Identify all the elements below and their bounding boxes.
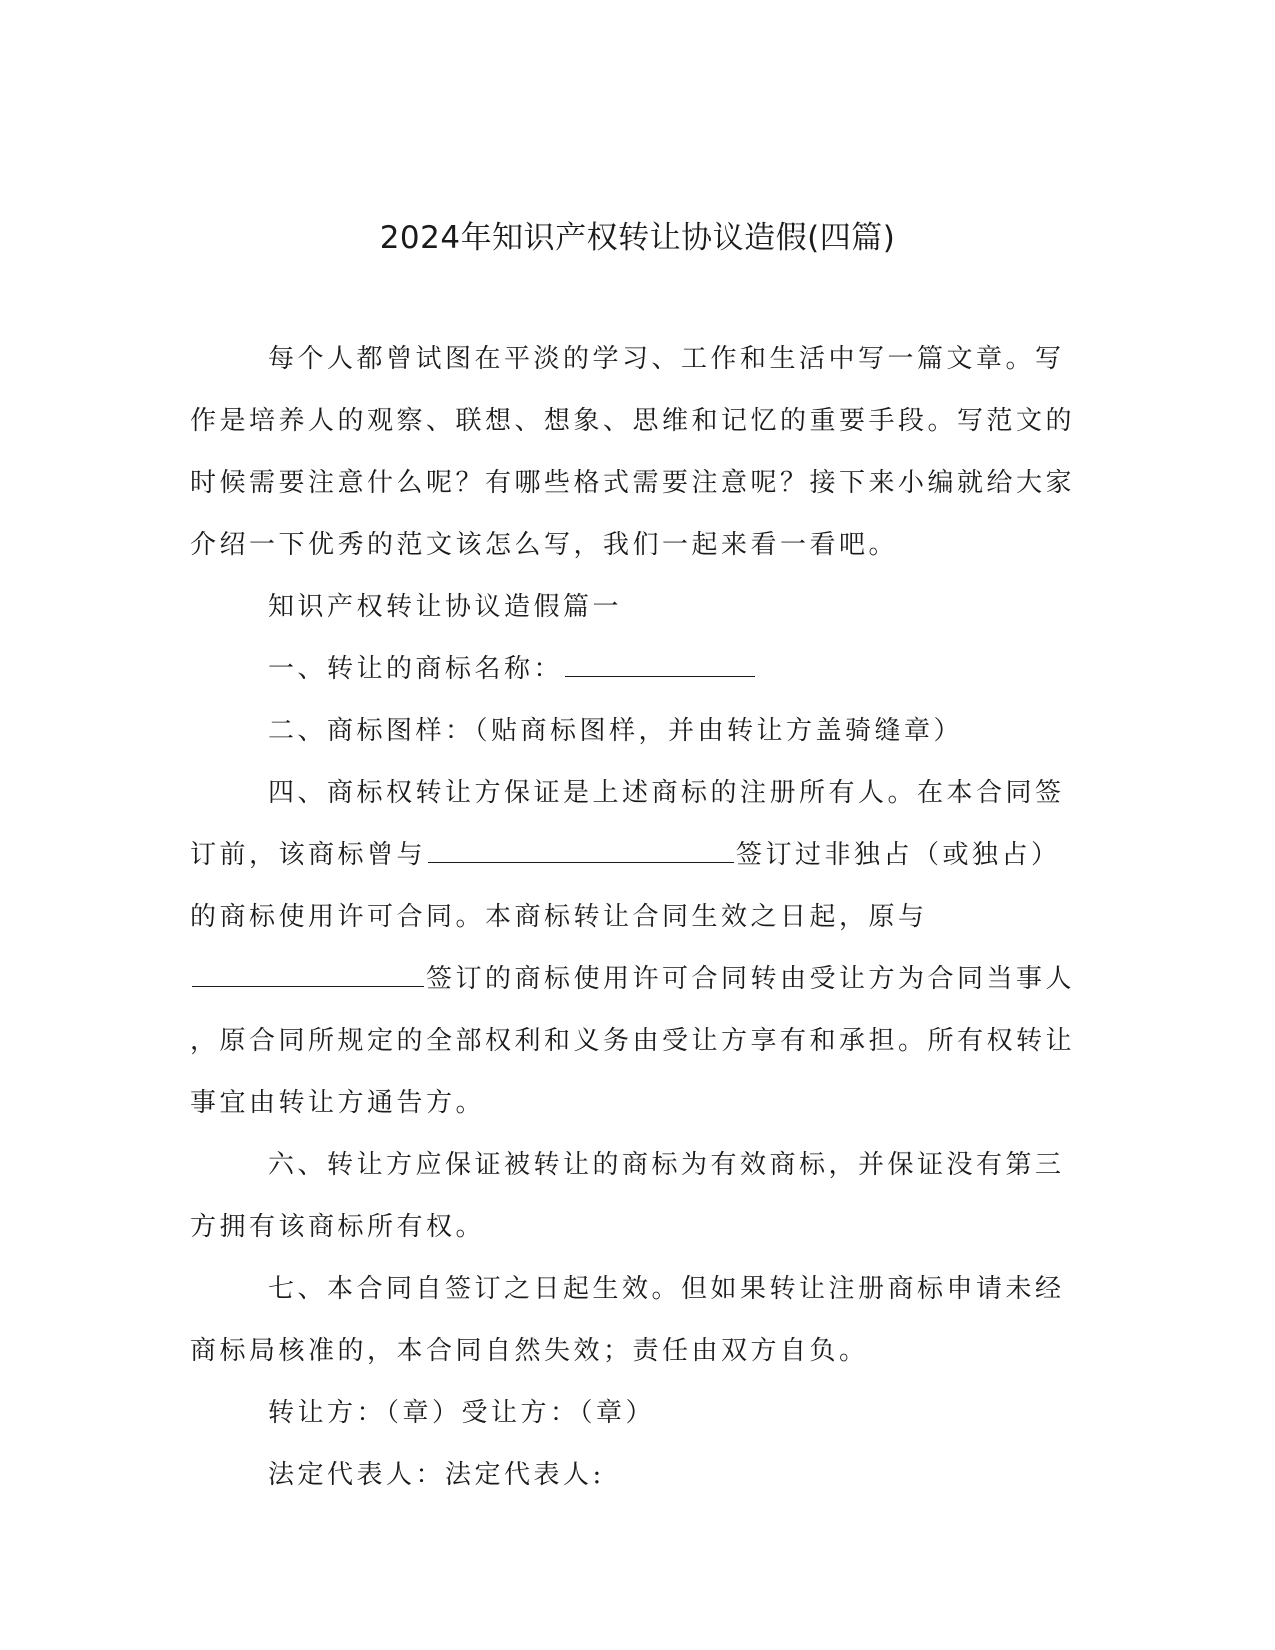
licensee-blank-1 [428, 838, 734, 863]
legal-representatives: 法定代表人：法定代表人: [268, 1460, 605, 1490]
item-4-text-b: 签订过非独占（或独占）的商标使用许可合同。本商标转让合同生效之日起，原与 [190, 840, 1061, 932]
item-2: 二、商标图样：（贴商标图样，并由转让方盖骑缝章） [268, 716, 964, 746]
item-4-continued [190, 948, 1080, 1010]
item-1 [190, 638, 1080, 700]
trademark-name-blank [565, 652, 755, 677]
intro-paragraph: 每个人都曾试图在平淡的学习、工作和生活中写一篇文章。写作是培养人的观察、联想、想象、思维和记忆的重要手段。写范文的时候需要注意什么呢？有哪些格式需要注意呢？接下来小编就给大家介绍一下优秀的范文该怎么写，我们一起来看一看吧。 [190, 344, 1076, 560]
item-4-tail: ，原合同所规定的全部权利和义务由受让方享有和承担。所有权转让事宜由转让方通告方。 [190, 1026, 1076, 1118]
item-7: 七、本合同自签订之日起生效。但如果转让注册商标申请未经商标局核准的，本合同自然失效；责任由双方自负。 [190, 1274, 1065, 1366]
licensee-blank-2 [192, 962, 424, 987]
document-title: 2024年知识产权转让协议造假(四篇) [379, 220, 896, 256]
item-4-text-c: 签订的商标使用许可合同转由受让方为合同当事人 [426, 964, 1076, 994]
document-body [190, 328, 1080, 1506]
item-4 [190, 762, 1080, 948]
item-4-text-a: 四、商标权转让方保证是上述商标的注册所有人。在本合同签订前，该商标曾与 [190, 778, 1065, 870]
item-1-label: 一、转让的商标名称： [268, 654, 564, 684]
item-6: 六、转让方应保证被转让的商标为有效商标，并保证没有第三方拥有该商标所有权。 [190, 1150, 1065, 1242]
section-heading: 知识产权转让协议造假篇一 [268, 592, 623, 622]
signature-parties: 转让方：（章）受让方：（章） [268, 1398, 656, 1428]
